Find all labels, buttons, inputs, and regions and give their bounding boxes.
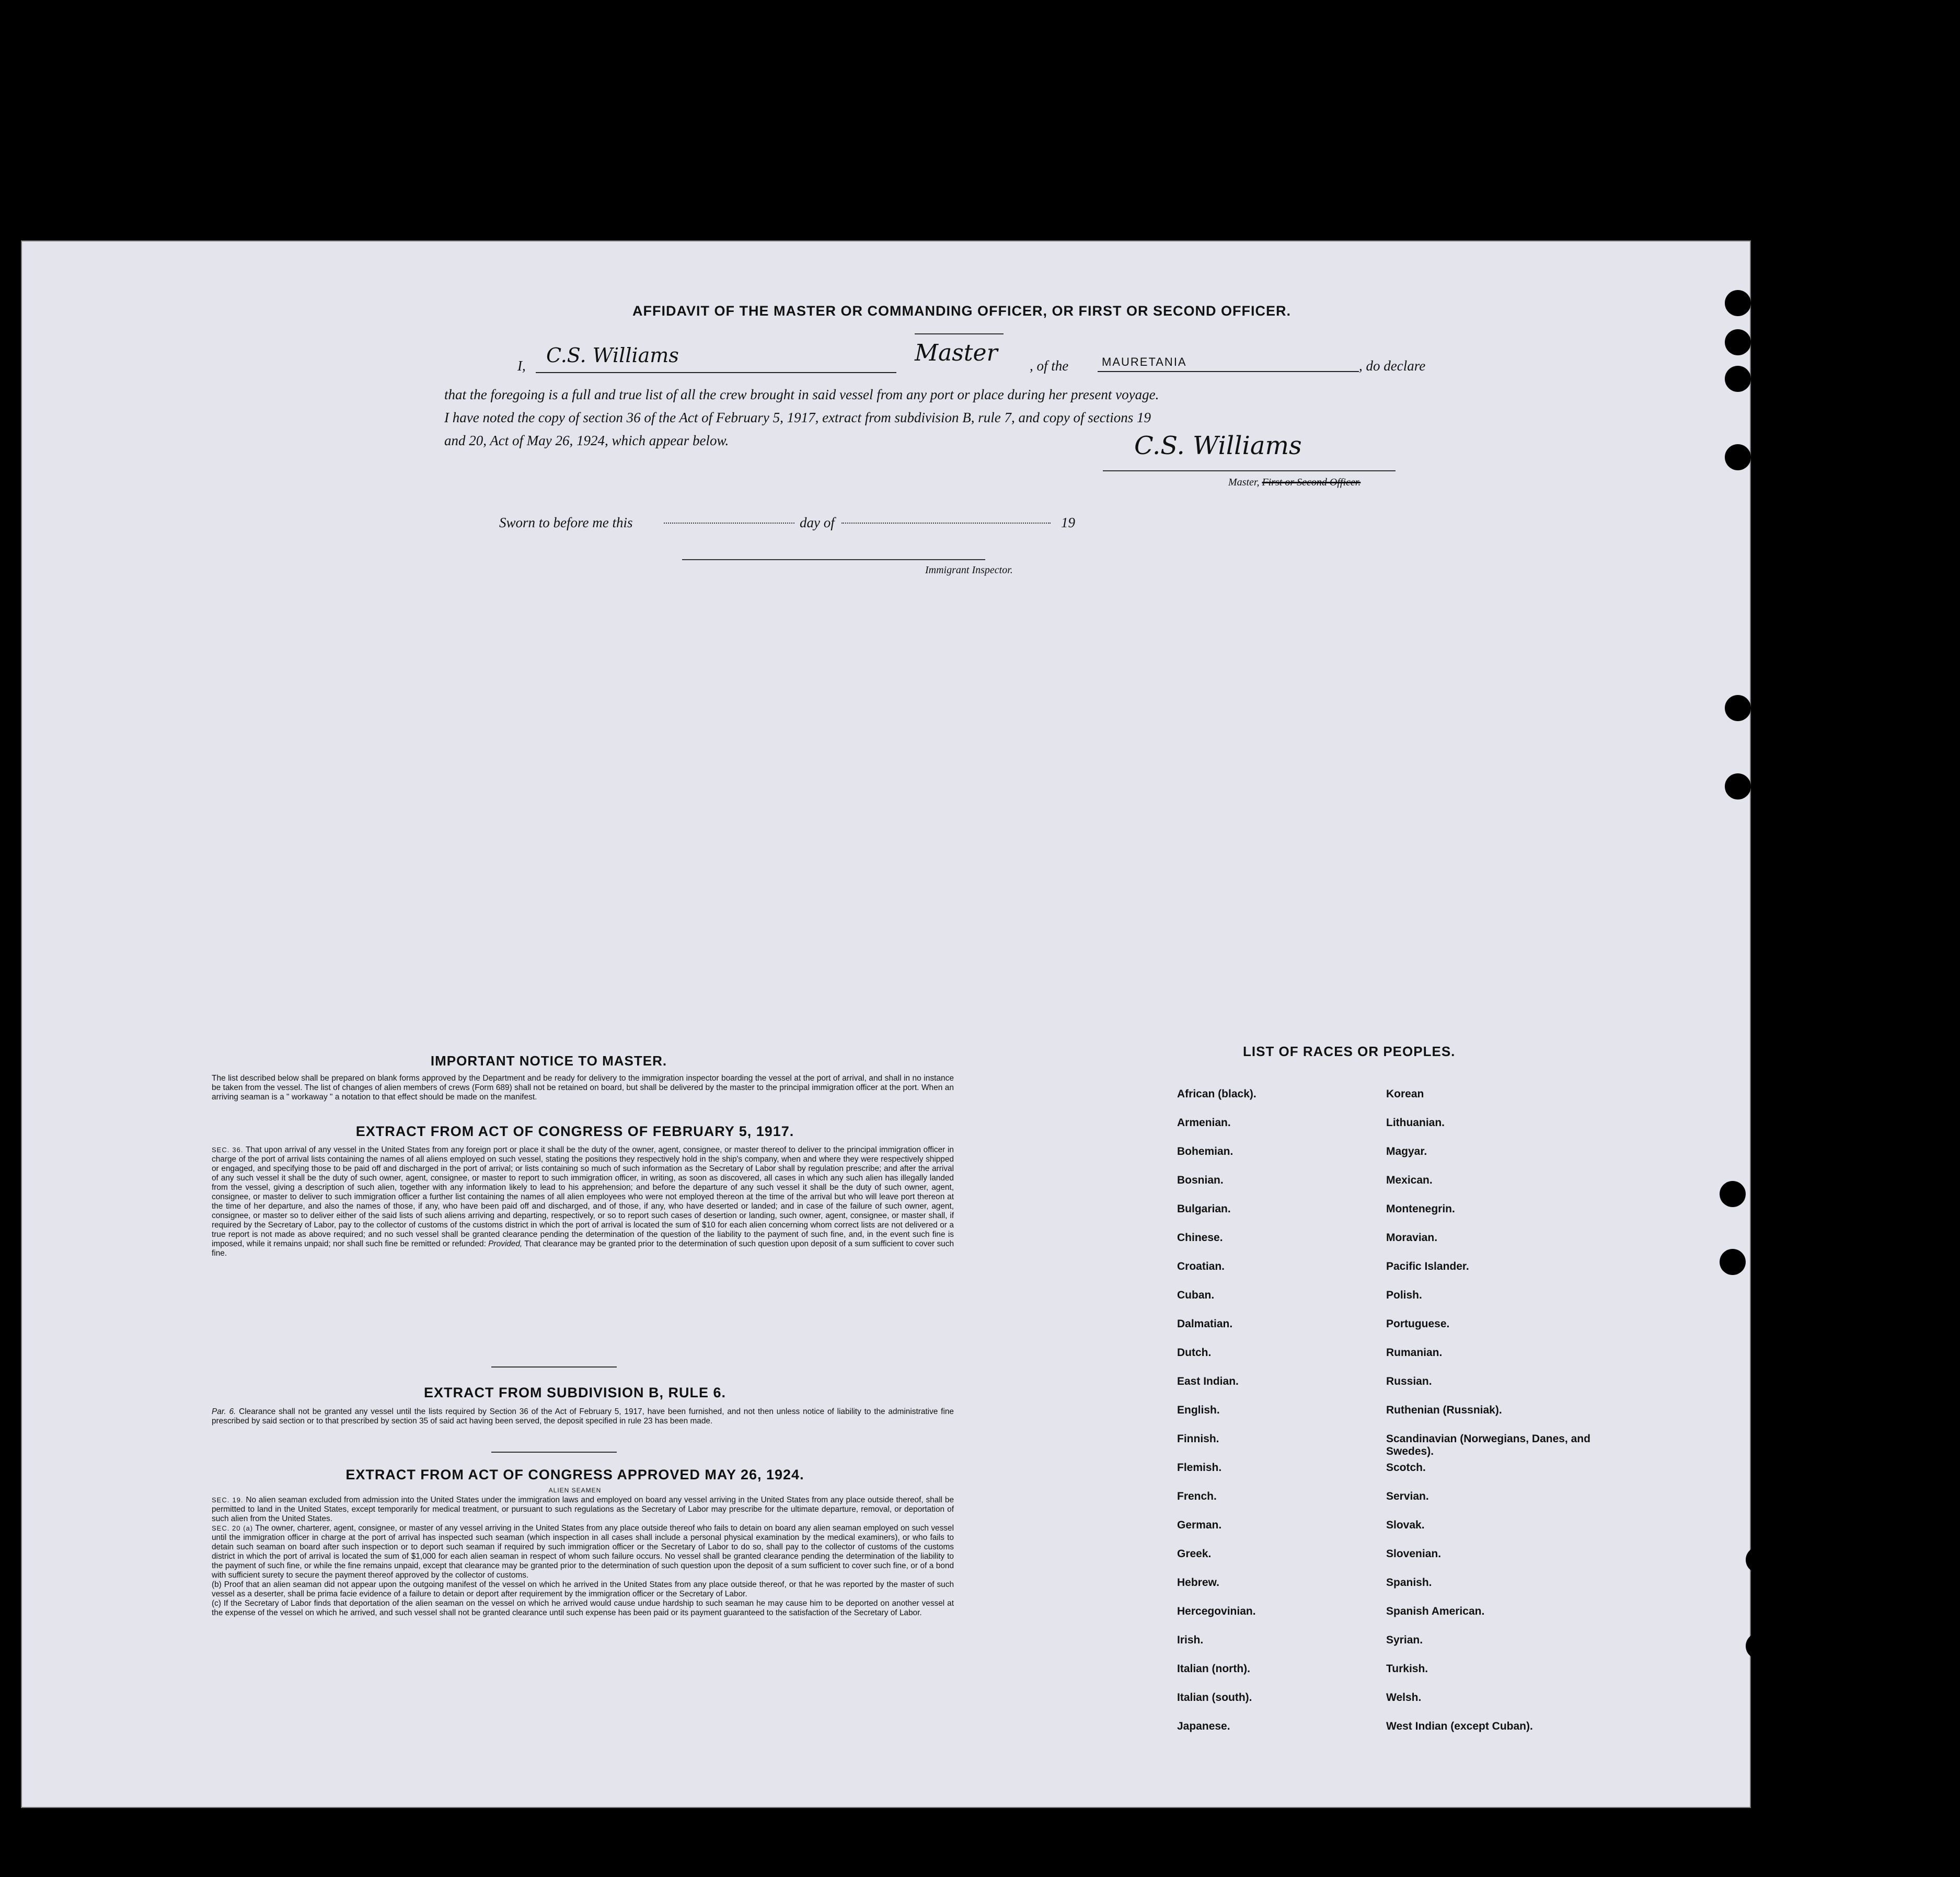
races-title: LIST OF RACES OR PEOPLES. <box>1243 1044 1456 1059</box>
punch-hole <box>1725 773 1751 800</box>
extract-1917-title: EXTRACT FROM ACT OF CONGRESS OF FEBRUARY 5, 1917. <box>355 1123 794 1139</box>
left-race-item: Japanese. <box>1177 1720 1230 1732</box>
right-race-item: Spanish American. <box>1386 1605 1485 1617</box>
right-race-item: Scandinavian (Norwegians, Danes, and Swedes). <box>1386 1433 1590 1457</box>
left-race-item: German. <box>1177 1519 1222 1531</box>
sec-36-label: SEC. 36. <box>212 1146 244 1154</box>
right-race-item: Syrian. <box>1386 1634 1423 1646</box>
rule6-body <box>212 1407 954 1426</box>
left-race-item: Finnish. <box>1177 1433 1219 1445</box>
right-race-item: Polish. <box>1386 1289 1422 1301</box>
left-race-item: Hercegovinian. <box>1177 1605 1256 1617</box>
right-race-item: West Indian (except Cuban). <box>1386 1720 1533 1732</box>
punch-hole <box>1746 1633 1772 1659</box>
sec-19-paragraph <box>212 1496 954 1524</box>
notice-title: IMPORTANT NOTICE TO MASTER. <box>430 1053 667 1069</box>
punch-hole <box>1725 695 1751 721</box>
extract-1917-body <box>212 1145 954 1258</box>
right-race-item: Mexican. <box>1386 1174 1433 1186</box>
vessel-line <box>1098 354 1359 372</box>
punch-hole <box>1725 329 1751 355</box>
alien-seamen-subtitle: ALIEN SEAMEN <box>548 1487 602 1494</box>
sec-19-text: No alien seaman excluded from admission into the United States under the immigration laws and employed on board any vessel arriving in the United States from any place outside thereof, shall be permitted to land in the United States, except temporarily for medical treatment, or pursuant to such regulations as the Secretary of Labor may prescribe for the ultimate departure, removal, or deportation of such alien from the United States. <box>212 1496 954 1523</box>
sec-20b-label: (b) <box>212 1580 222 1589</box>
sworn-month-line <box>841 523 1051 524</box>
sworn-label: Sworn to before me this <box>499 515 633 530</box>
right-race-item: Slovak. <box>1386 1519 1425 1531</box>
left-race-item: Italian (north). <box>1177 1663 1250 1675</box>
right-race-item: Scotch. <box>1386 1462 1426 1474</box>
punch-hole <box>1720 1249 1746 1275</box>
right-race-item: Servian. <box>1386 1490 1429 1502</box>
left-race-item: Italian (south). <box>1177 1691 1252 1704</box>
left-race-item: Armenian. <box>1177 1117 1231 1129</box>
right-race-item: Korean <box>1386 1088 1424 1100</box>
punch-hole <box>1746 1547 1772 1573</box>
extract-1924-title: EXTRACT FROM ACT OF CONGRESS APPROVED MAY 26, 1924. <box>345 1467 804 1482</box>
provided-word: Provided, <box>488 1239 523 1248</box>
sec-20c-text: If the Secretary of Labor finds that deportation of the alien seaman on the vessel on which he arrived would cause undue hardship to such seaman he may cause him to be deported on another vessel at the expense of the vessel on which he arrived, and such vessel shall not be granted clearance until such expense has been paid or its payment guaranteed to the satisfaction of the Secretary of Labor. <box>212 1599 954 1617</box>
left-race-item: Greek. <box>1177 1548 1212 1560</box>
i-prefix: I, <box>517 358 526 374</box>
signature-caption <box>1228 477 1361 489</box>
left-race-item: English. <box>1177 1404 1220 1416</box>
master-rank-handwritten: Master <box>915 340 998 366</box>
sec-20c-label: (c) <box>212 1599 221 1608</box>
punch-hole <box>1725 366 1751 392</box>
par-6-label: Par. 6. <box>212 1407 236 1416</box>
right-race-item: Portuguese. <box>1386 1318 1450 1330</box>
right-race-item: Spanish. <box>1386 1577 1432 1589</box>
sec-20a-text: The owner, charterer, agent, consignee, or master of any vessel arriving in the United States from any place outside thereof who fails to detain on board any alien seaman employed on such vessel until the immigration officer in charge at the port of arrival has inspected such seaman (which inspection in all cases shall include a personal physical examination by the medical examiners), or who fails to detain such seaman on board after such inspection or to deport such seaman if required by such immigration officer or the Secretary of Labor to do so, shall pay to the collector of customs of the customs district in which the port of arrival is located the sum of $1,000 for each alien seaman in respect of whom such failure occurs. No vessel shall be granted clearance pending the determination of the liability to the payment of such fine, or while the fine remains unpaid, except that clearance may be granted prior to the determination of such question upon the deposit of a sum sufficient to cover such fine, or of a bond with sufficient surety to secure the payment thereof approved by the collector of customs. <box>212 1524 954 1580</box>
right-race-item: Slovenian. <box>1386 1548 1442 1560</box>
declaration-line-3: and 20, Act of May 26, 1924, which appear below. <box>444 433 729 448</box>
inspector-caption: Immigrant Inspector. <box>925 564 1013 576</box>
notice-body: The list described below shall be prepared on blank forms approved by the Department and be ready for delivery to the immigration inspector boarding the vessel at the port of arrival, and shall in no instance be taken from the vessel. The list of changes of alien members of crews (Form 689) shall not be retained on board, but shall be delivered by the master to the principal immigration officer at the port. When an arriving seaman is a " workaway " a notation to that effect should be made on the manifest. <box>212 1074 954 1102</box>
right-race-item: Russian. <box>1386 1375 1432 1387</box>
punch-hole <box>1725 290 1751 316</box>
master-name-line <box>536 340 998 373</box>
left-race-item: Hebrew. <box>1177 1577 1219 1589</box>
left-race-item: African (black). <box>1177 1088 1256 1100</box>
master-signature: C.S. Williams <box>1134 431 1302 460</box>
left-race-item: Dutch. <box>1177 1347 1212 1359</box>
vessel-name: MAURETANIA <box>1102 355 1187 368</box>
left-race-item: Flemish. <box>1177 1462 1222 1474</box>
left-race-item: East Indian. <box>1177 1375 1239 1387</box>
sec-20b-text: Proof that an alien seaman did not appear upon the outgoing manifest of the vessel on which he arrived in the United States from any place outside thereof, or that he was reported by the master of such vessel as a deserter, shall be prima facie evidence of a failure to detain or deport after requirement by the immigration officer or the Secretary of Labor. <box>212 1580 954 1598</box>
left-race-item: French. <box>1177 1490 1217 1502</box>
right-race-item: Welsh. <box>1386 1691 1422 1704</box>
sworn-day-line <box>664 523 794 524</box>
right-race-item: Moravian. <box>1386 1232 1438 1244</box>
right-race-item: Turkish. <box>1386 1663 1428 1675</box>
left-race-item: Irish. <box>1177 1634 1204 1646</box>
sec-36-tail: That clearance may be granted prior to the determination of such question upon deposit of a sum sufficient to cover such fine. <box>212 1239 954 1258</box>
right-race-item: Lithuanian. <box>1386 1117 1445 1129</box>
punch-hole <box>1720 1181 1746 1207</box>
par-6-text: Clearance shall not be granted any vessel until the lists required by Section 36 of the Act of February 5, 1917, have been furnished, and not then unless notice of liability to the administrative fine prescribed by said section or to that prescribed by section 35 of said act having been served, the deposit specified in rule 23 has been made. <box>212 1407 954 1426</box>
right-race-item: Montenegrin. <box>1386 1203 1455 1215</box>
year-prefix: 19 <box>1061 515 1075 530</box>
left-race-item: Bohemian. <box>1177 1145 1233 1157</box>
sec-20a-label: SEC. 20 (a) <box>212 1524 253 1532</box>
right-race-item: Rumanian. <box>1386 1347 1443 1359</box>
sec-20c-paragraph <box>212 1599 954 1618</box>
right-race-item: Magyar. <box>1386 1145 1427 1157</box>
left-race-item: Chinese. <box>1177 1232 1223 1244</box>
extract-1924-body <box>212 1496 954 1618</box>
caption-master: Master, <box>1228 477 1260 488</box>
punch-hole <box>1725 444 1751 470</box>
caption-struck-officer: First or Second Officer. <box>1262 477 1361 488</box>
right-race-item: Pacific Islander. <box>1386 1260 1469 1272</box>
declaration-line-1: that the foregoing is a full and true list of all the crew brought in said vessel from any port or place during her present voyage. <box>444 387 1159 402</box>
master-name-handwritten: C.S. Williams <box>546 344 679 367</box>
sec-20b-paragraph <box>212 1580 954 1599</box>
of-the-label: , of the <box>1030 358 1069 374</box>
left-race-item: Cuban. <box>1177 1289 1215 1301</box>
sec-20a-paragraph <box>212 1524 954 1580</box>
do-declare-label: , do declare <box>1359 358 1426 374</box>
sec-19-label: SEC. 19. <box>212 1496 244 1504</box>
declaration-line-2: I have noted the copy of section 36 of the Act of February 5, 1917, extract from subdivision B, rule 7, and copy of sections 19 <box>444 410 1151 425</box>
manifest-page <box>21 240 1751 1808</box>
left-race-item: Bosnian. <box>1177 1174 1224 1186</box>
sec-36-text: That upon arrival of any vessel in the United States from any foreign port or place it shall be the duty of the owner, agent, consignee, or master thereof to deliver to the principal immigration officer in charge of the port of arrival lists containing the names of all aliens employed on such vessel, stating the positions they respectively hold in the ship's company, when and where they were respectively shipped or engaged, and specifying those to be paid off and discharged in the port of arrival; or lists containing so much of such information as the Secretary of Labor shall by regulation prescribe; and after the arrival of any such vessel it shall be the duty of such owner, agent, consignee, or master to report to such immigration officer, in writing, as soon as discovered, all cases in which any such alien has illegally landed from the vessel, giving a description of such alien, together with any information likely to lead to his apprehension; and before the departure of any such vessel it shall be the duty of such owner, agent, consignee, or master to deliver to such immigration officer a further list containing the names of all alien employees who were not employed thereon at the time of the arrival but who will leave port thereon at the time of her departure, and also the names of those, if any, who have been paid off and discharged, and of those, if any, who have deserted or landed; and in case of the failure of such owner, agent, consignee, or master so to deliver either of the said lists of such aliens arriving and departing, respectively, or so to report such cases of desertion or landing, such owner, agent, consignee, or master shall, if required by the Secretary of Labor, pay to the collector of customs of the customs district in which the port of arrival is located the sum of $10 for each alien concerning whom correct lists are not delivered or a true report is not made as above required; and no such vessel shall be granted clearance pending the determination of the question of the liability to the payment of such fine, and, in the event such fine is imposed, while it remains unpaid; nor shall such fine be remitted or refunded: <box>212 1145 954 1248</box>
left-race-item: Dalmatian. <box>1177 1318 1233 1330</box>
left-race-item: Croatian. <box>1177 1260 1225 1272</box>
left-race-item: Bulgarian. <box>1177 1203 1231 1215</box>
rule6-title: EXTRACT FROM SUBDIVISION B, RULE 6. <box>423 1385 727 1400</box>
right-race-item: Ruthenian (Russniak). <box>1386 1404 1502 1416</box>
affidavit-title: AFFIDAVIT OF THE MASTER OR COMMANDING OFFICER, OR FIRST OR SECOND OFFICER. <box>632 303 1291 319</box>
day-of-label: day of <box>800 515 835 530</box>
